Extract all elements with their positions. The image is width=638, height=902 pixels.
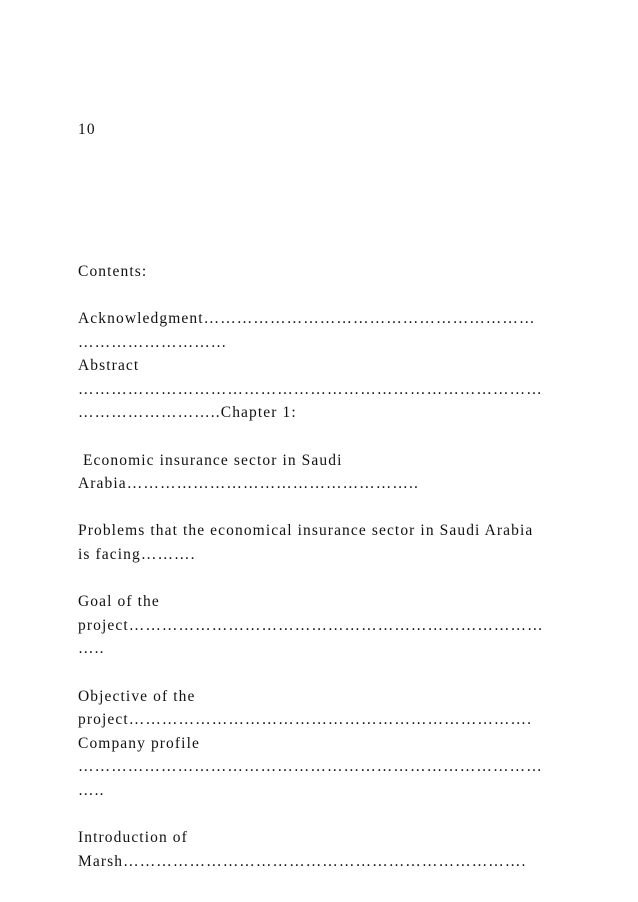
contents-heading: Contents: bbox=[78, 263, 148, 280]
table-of-contents: Acknowledgment…………………………………………………… ……………………… Abstract ………………………………………………………………………… ……………………..Chapter 1: Economic insurance sector in Saudi Arabia…………………………………………….. Problems that the economical insurance sector in Saudi Arabia is facing………. Goal of the project………………………………………………………………… ….. Objective of the project………………………………………………………………. Company profile ………………………………………………………………………… ….. Introduction of Marsh………………………………………………………………. bbox=[78, 310, 544, 870]
page-number: 10 bbox=[78, 121, 96, 138]
